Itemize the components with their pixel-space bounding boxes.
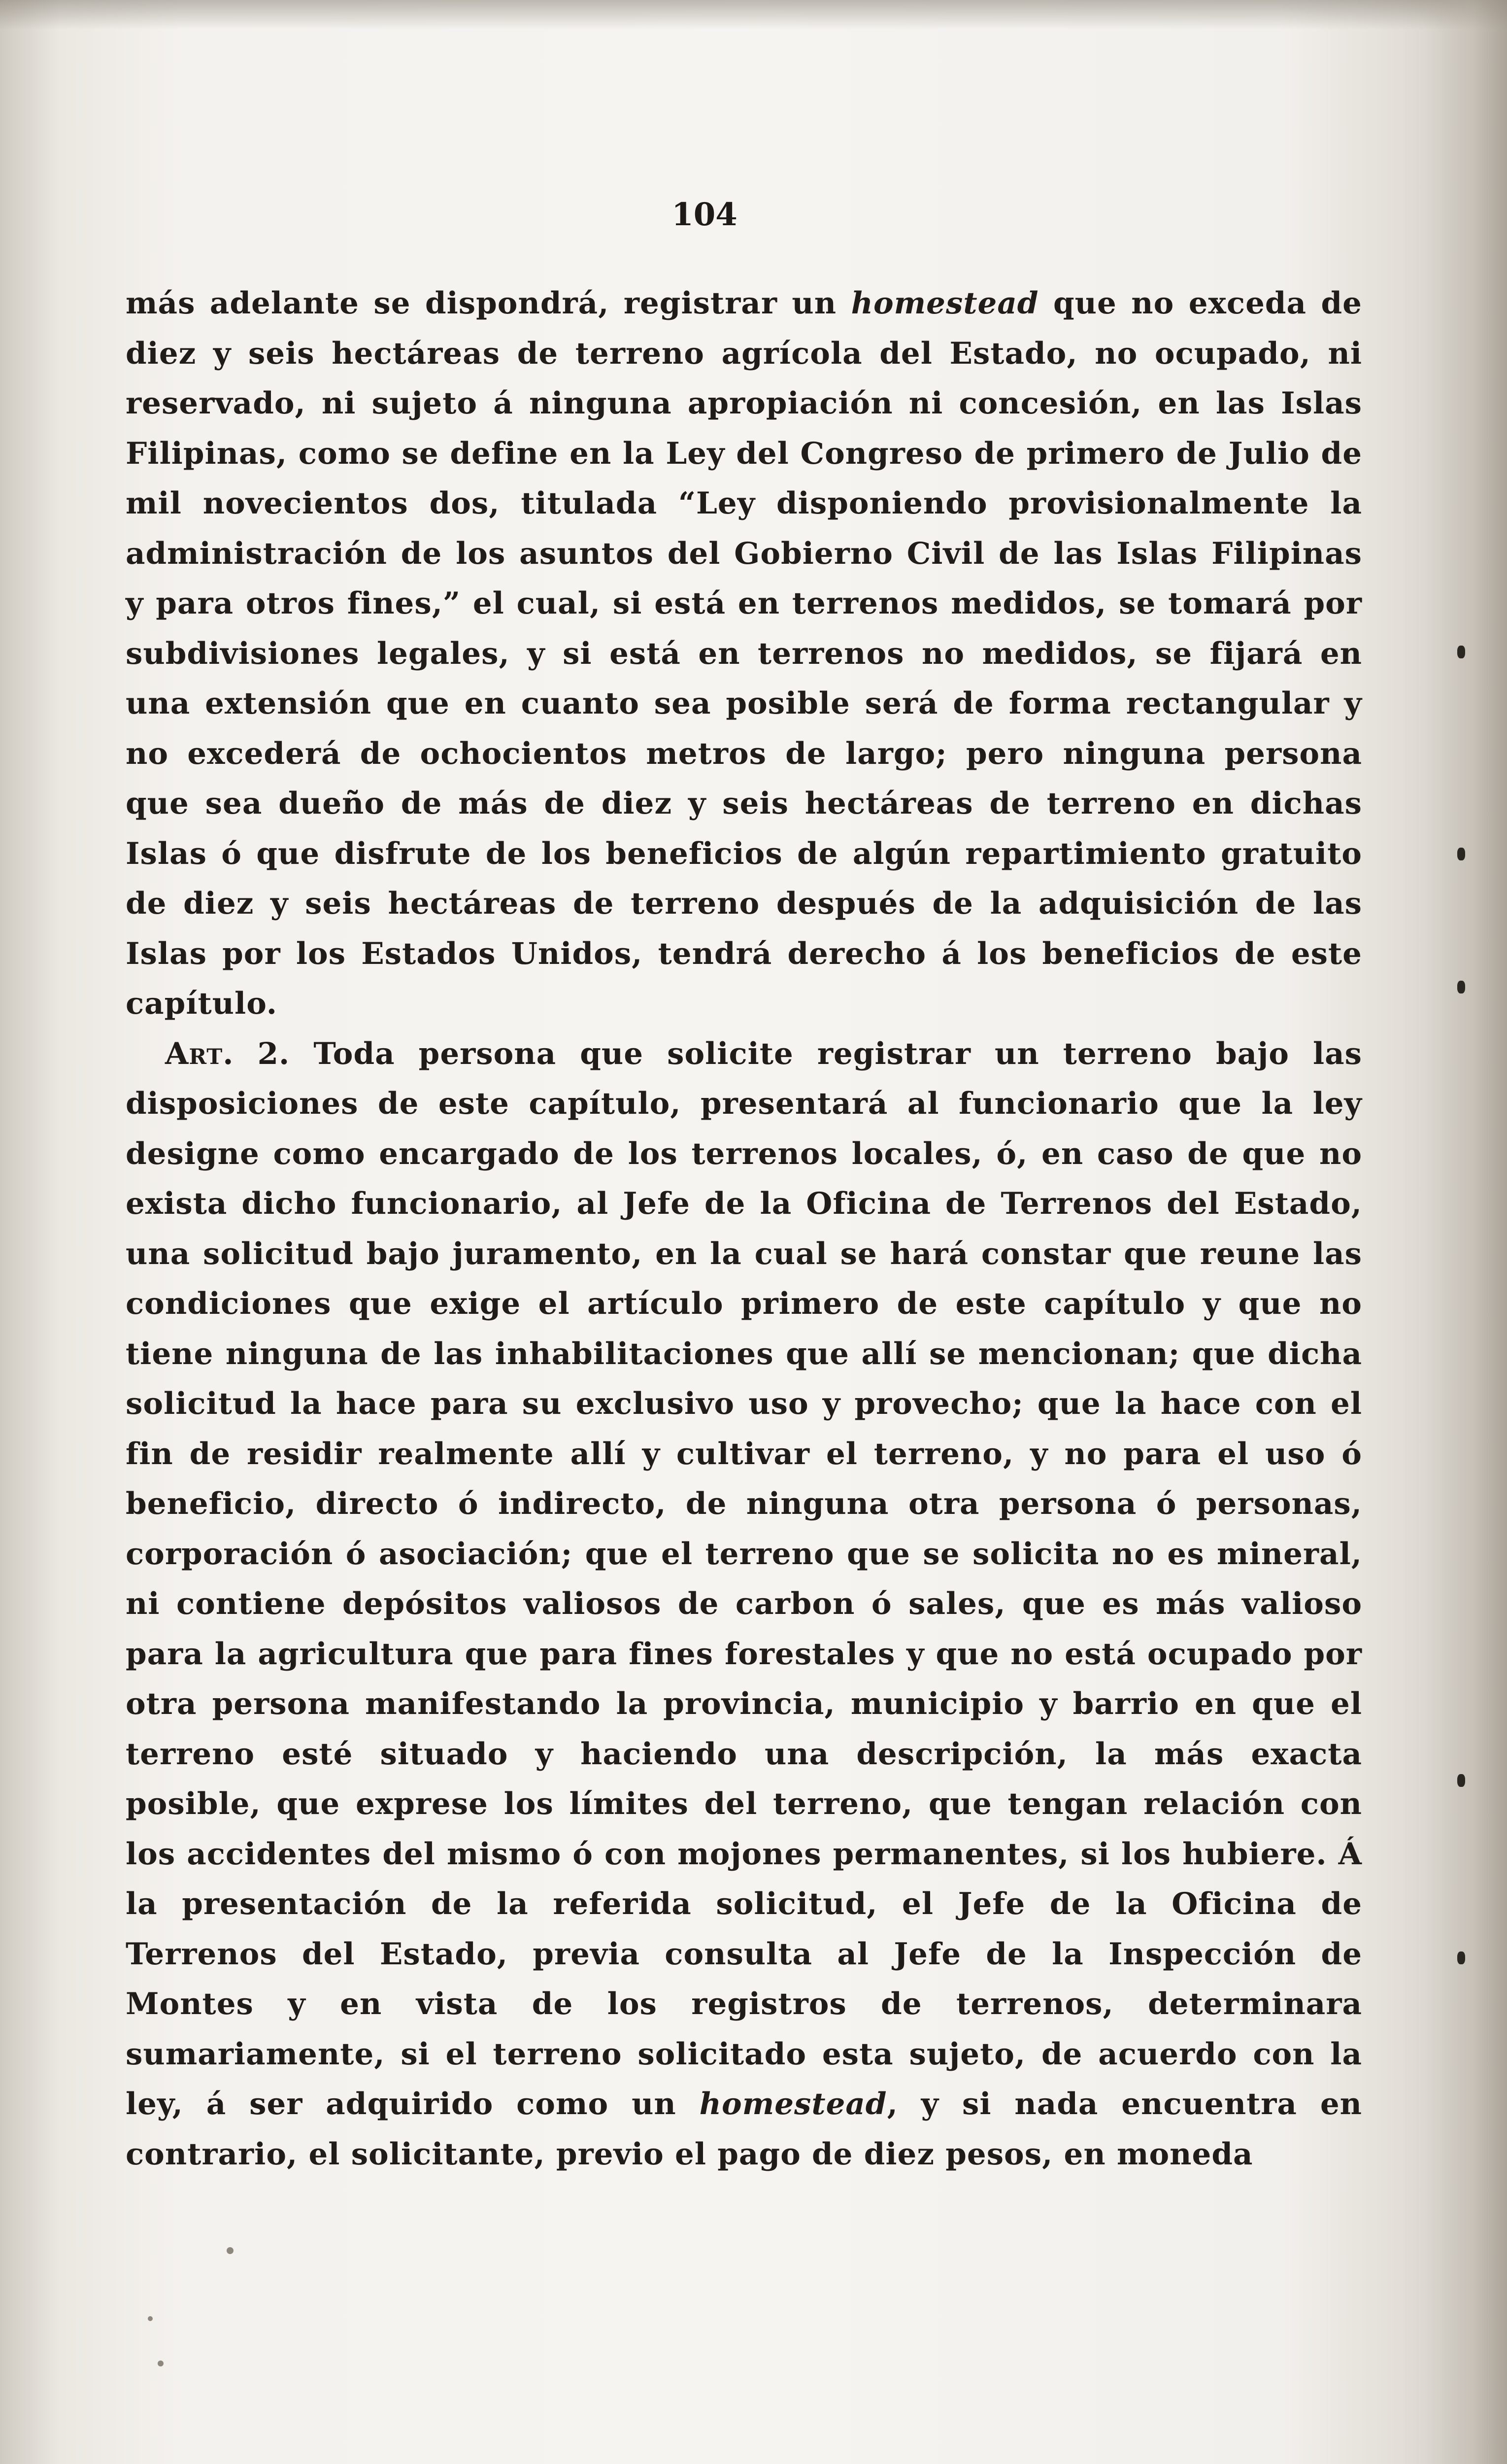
text-run: , y si nada encuentra en contrario, el solicitante, previo el pago de diez pesos, en moneda (126, 2087, 1362, 2172)
paper-speck (227, 2247, 234, 2254)
paragraph (126, 1029, 1362, 2180)
italic-term: homestead (851, 286, 1039, 321)
text-run: Toda persona que solicite registrar un terreno bajo las disposiciones de este capítulo, presentará al funcionario que la ley designe como encargado de los terrenos locales, ó, en caso de que no exista dicho funcionario, al Jefe de la Oficina de Terrenos del Estado, una solicitud bajo juramento, en la cual se hará constar que reune las condiciones que exige el artículo primero de este capítulo y que no tiene ninguna de las inhabilitaciones que allí se mencionan; que dicha solicitud la hace para su exclusivo uso y provecho; que la hace con el fin de residir realmente allí y cultivar el terreno, y no para el uso ó beneficio, directo ó indirecto, de ninguna otra persona ó personas, corporación ó asociación; que el terreno que se solicita no es mineral, ni contiene depósitos valiosos de carbon ó sales, que es más valioso para la agricultura que para fines forestales y que no está ocupado por otra persona manifestando la provincia, municipio y barrio en que el terreno esté situado y haciendo una descripción, la más exacta posible, que exprese los límites del terreno, que tengan relación con los accidentes del mismo ó con mojones permanentes, si los hubiere. Á la presentación de la referida solicitud, el Jefe de la Oficina de Terrenos del Estado, previa consulta al Jefe de la Inspección de Montes y en vista de los registros de terrenos, determinara sumariamente, si el terreno solicitado esta sujeto, de acuerdo con la ley, á ser adquirido como un (126, 1036, 1362, 2122)
edge-mark (1457, 981, 1465, 993)
article-label: Art. 2. (165, 1036, 290, 1071)
edge-mark (1457, 646, 1465, 658)
edge-mark (1457, 1951, 1465, 1964)
top-shadow (0, 0, 1507, 30)
paper-speck (148, 2316, 153, 2321)
italic-term: homestead (699, 2087, 887, 2122)
edge-mark (1457, 1774, 1465, 1787)
body-text (126, 278, 1362, 2179)
edge-mark (1457, 848, 1465, 860)
paper-speck (158, 2361, 164, 2366)
page-edge-shadow (1423, 0, 1507, 2464)
page-number: 104 (671, 196, 737, 233)
text-run: más adelante se dispondrá, registrar un (126, 286, 851, 321)
text-run: que no exceda de diez y seis hectáreas de terreno agrícola del Estado, no ocupado, ni reservado, ni sujeto á ninguna apropiación ni concesión, en las Islas Filipinas, como se define en la Ley del Congreso de primero de Julio de mil novecientos dos, titulada “Ley disponiendo provisionalmente la administración de los asuntos del Gobierno Civil de las Islas Filipinas y para otros fines,” el cual, si está en terrenos medidos, se tomará por subdivisiones legales, y si está en terrenos no medidos, se fijará en una extensión que en cuanto sea posible será de forma rectangular y no excederá de ochocientos metros de largo; pero ninguna persona que sea dueño de más de diez y seis hectáreas de terreno en dichas Islas ó que disfrute de los beneficios de algún repartimiento gratuito de diez y seis hectáreas de terreno después de la adquisición de las Islas por los Estados Unidos, tendrá derecho á los beneficios de este capítulo. (126, 286, 1362, 1021)
paragraph (126, 278, 1362, 1029)
